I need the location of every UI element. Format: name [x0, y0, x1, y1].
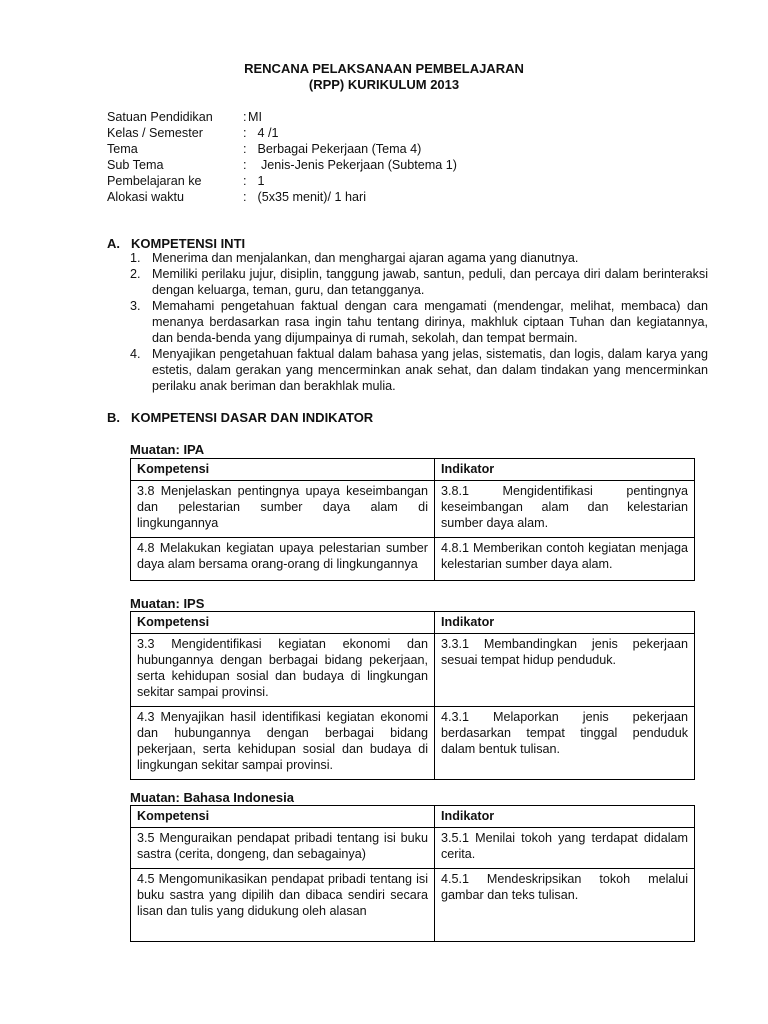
- identity-separator: :: [243, 110, 247, 124]
- identity-label: Satuan Pendidikan: [107, 110, 213, 124]
- list-item-text: Menerima dan menjalankan, dan menghargai ajaran agama yang dianutnya.: [152, 251, 579, 265]
- identity-separator: :: [243, 158, 247, 172]
- kompetensi-inti-list: [130, 250, 708, 394]
- identity-value: Berbagai Pekerjaan (Tema 4): [254, 142, 422, 156]
- table-cell: 3.8 Menjelaskan pentingnya upaya keseimbangan dan pelestarian sumber daya alam di lingkungannya: [131, 481, 435, 538]
- column-header-kompetensi: Kompetensi: [131, 806, 435, 828]
- table-cell: 4.3 Menyajikan hasil identifikasi kegiatan ekonomi dan hubungannya dengan berbagai bidang pekerjaan, serta kehidupan sosial dan budaya di lingkungan sekitar sampai provinsi.: [131, 707, 435, 780]
- table-cell: 4.3.1 Melaporkan jenis pekerjaan berdasarkan tempat tinggal penduduk dalam bentuk tulisan.: [435, 707, 695, 780]
- identity-value: (5x35 menit)/ 1 hari: [254, 190, 366, 204]
- table-cell: 4.8.1 Memberikan contoh kegiatan menjaga kelestarian sumber daya alam.: [435, 538, 695, 581]
- list-item-number: 3.: [130, 299, 141, 313]
- muatan-ipa-label: Muatan: IPA: [130, 442, 205, 457]
- identity-value: MI: [248, 110, 262, 124]
- identity-row-kelas: [107, 125, 667, 141]
- list-item-text: Menyajikan pengetahuan faktual dalam bahasa yang jelas, sistematis, dan logis, dalam karya yang estetis, dalam gerakan yang mencerminkan anak sehat, dan dalam tindakan yang mencerminkan perilaku anak beriman dan berakhlak mulia.: [152, 347, 708, 393]
- muatan-ips-label: Muatan: IPS: [130, 596, 205, 611]
- column-header-indikator: Indikator: [435, 806, 695, 828]
- identity-label: Tema: [107, 142, 138, 156]
- bindo-table: [130, 805, 695, 942]
- section-b-heading: [107, 410, 373, 426]
- identity-separator: :: [243, 142, 247, 156]
- document-title-line2: (RPP) KURIKULUM 2013: [308, 77, 460, 92]
- column-header-kompetensi: Kompetensi: [131, 459, 435, 481]
- list-item-text: Memahami pengetahuan faktual dengan cara mengamati (mendengar, melihat, membaca) dan menanya berdasarkan rasa ingin tahu tentang dirinya, makhluk ciptaan Tuhan dan kegiatannya, dan benda-benda yang dijumpainya di rumah, sekolah, dan tempat bermain.: [152, 299, 708, 345]
- table-row: [131, 869, 695, 942]
- identity-label: Kelas / Semester: [107, 126, 203, 140]
- table-cell: 4.5 Mengomunikasikan pendapat pribadi tentang isi buku sastra yang dipilih dan dibaca sendiri secara lisan dan tulis yang didukung oleh alasan: [131, 869, 435, 942]
- list-item-number: 1.: [130, 251, 141, 265]
- column-header-kompetensi: Kompetensi: [131, 612, 435, 634]
- table-cell: 4.5.1 Mendeskripsikan tokoh melalui gambar dan teks tulisan.: [435, 869, 695, 942]
- table-cell: 3.5.1 Menilai tokoh yang terdapat didalam cerita.: [435, 828, 695, 869]
- ipa-table: [130, 458, 695, 581]
- identity-separator: :: [243, 126, 247, 140]
- column-header-indikator: Indikator: [435, 612, 695, 634]
- list-item-text: Memiliki perilaku jujur, disiplin, tanggung jawab, santun, peduli, dan percaya diri dalam berinteraksi dengan keluarga, teman, guru, dan tetangganya.: [152, 267, 708, 297]
- column-header-indikator: Indikator: [435, 459, 695, 481]
- muatan-bindo-label: Muatan: Bahasa Indonesia: [130, 790, 294, 805]
- list-item: [130, 298, 708, 346]
- identity-separator: :: [243, 190, 247, 204]
- table-cell: 3.3.1 Membandingkan jenis pekerjaan sesuai tempat hidup penduduk.: [435, 634, 695, 707]
- table-header-row: [131, 806, 695, 828]
- table-header-row: [131, 459, 695, 481]
- identity-value: Jenis-Jenis Pekerjaan (Subtema 1): [254, 158, 457, 172]
- identity-label: Pembelajaran ke: [107, 174, 202, 188]
- section-title: KOMPETENSI DASAR DAN INDIKATOR: [131, 410, 374, 425]
- table-header-row: [131, 612, 695, 634]
- table-row: [131, 828, 695, 869]
- table-cell: 3.5 Menguraikan pendapat pribadi tentang isi buku sastra (cerita, dongeng, dan sebagainya): [131, 828, 435, 869]
- section-letter: A.: [107, 236, 120, 251]
- identity-separator: :: [243, 174, 247, 188]
- identity-row-tema: [107, 141, 667, 157]
- ips-table: [130, 611, 695, 780]
- identity-value: 1: [254, 174, 265, 188]
- list-item: [130, 250, 708, 266]
- list-item: [130, 266, 708, 298]
- list-item-number: 2.: [130, 267, 141, 281]
- identity-label: Sub Tema: [107, 158, 164, 172]
- table-row: [131, 481, 695, 538]
- section-title: KOMPETENSI INTI: [131, 236, 246, 251]
- table-row: [131, 538, 695, 581]
- section-letter: B.: [107, 410, 120, 425]
- table-cell: 3.3 Mengidentifikasi kegiatan ekonomi dan hubungannya dengan berbagai bidang pekerjaan, serta kehidupan sosial dan budaya di lingkungan sekitar sampai provinsi.: [131, 634, 435, 707]
- table-row: [131, 707, 695, 780]
- table-cell: 4.8 Melakukan kegiatan upaya pelestarian sumber daya alam bersama orang-orang di lingkungannya: [131, 538, 435, 581]
- identity-value: 4 /1: [254, 126, 279, 140]
- identity-row-pembelajaran: [107, 173, 667, 189]
- list-item-number: 4.: [130, 347, 141, 361]
- table-row: [131, 634, 695, 707]
- identity-row-alokasi: [107, 189, 667, 205]
- table-cell: 3.8.1 Mengidentifikasi pentingnya keseimbangan alam dan kelestarian sumber daya alam.: [435, 481, 695, 538]
- document-title-line1: RENCANA PELAKSANAAN PEMBELAJARAN: [244, 61, 524, 76]
- identity-label: Alokasi waktu: [107, 190, 184, 204]
- identity-row-satuan: [107, 109, 667, 125]
- identity-row-subtema: [107, 157, 667, 173]
- list-item: [130, 346, 708, 394]
